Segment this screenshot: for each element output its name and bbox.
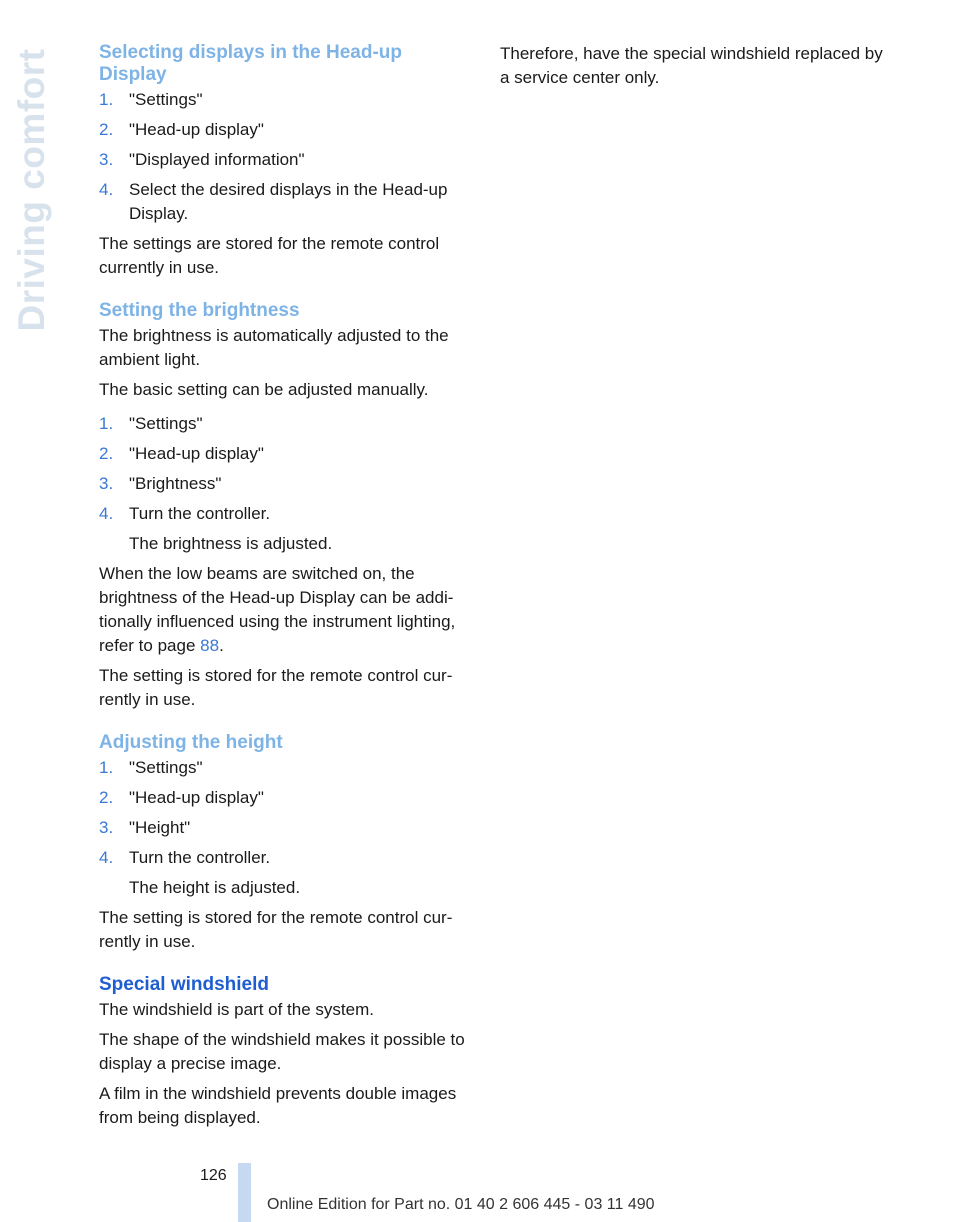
list-item: 1. "Settings" <box>99 412 474 436</box>
heading-setting-brightness: Setting the brightness <box>99 300 300 321</box>
step-result: The brightness is adjusted. <box>129 534 333 553</box>
left-column <box>99 42 474 1136</box>
step-number: 1. <box>99 758 114 777</box>
step-number: 1. <box>99 90 114 109</box>
list-item: 2. "Head-up display" <box>99 786 474 810</box>
list-item: 3. "Height" <box>99 816 474 840</box>
step-number: 4. <box>99 504 114 523</box>
list-item: 3. "Brightness" <box>99 472 474 496</box>
paragraph: The setting is stored for the remote control currently in use. <box>99 666 453 709</box>
right-column <box>500 42 885 96</box>
list-item: 1. "Settings" <box>99 88 474 112</box>
step-number: 2. <box>99 120 114 139</box>
chapter-title: Driving comfort <box>11 48 52 332</box>
page-reference-link[interactable]: 88 <box>200 636 220 655</box>
heading-selecting-displays: Selecting displays in the Head-up Display <box>99 42 403 85</box>
step-number: 3. <box>99 150 114 169</box>
step-number: 3. <box>99 818 114 837</box>
step-number: 4. <box>99 180 114 199</box>
chapter-side-tab <box>2 40 62 340</box>
list-item: 4. Turn the controller. The height is adjusted. <box>99 846 474 900</box>
paragraph: A film in the windshield prevents double images from being displayed. <box>99 1084 457 1127</box>
paragraph: The basic setting can be adjusted manually. <box>99 380 429 399</box>
heading-special-windshield: Special windshield <box>99 974 269 995</box>
steps-selecting-displays <box>99 88 474 226</box>
edition-note: Online Edition for Part no. 01 40 2 606 445 - 03 11 490 <box>267 1196 655 1213</box>
footer-accent-bar <box>238 1163 251 1222</box>
paragraph: The brightness is automatically adjusted to the ambient light. <box>99 326 449 369</box>
step-number: 1. <box>99 414 114 433</box>
heading-adjusting-height: Adjusting the height <box>99 732 283 753</box>
list-item: 3. "Displayed information" <box>99 148 474 172</box>
paragraph: The settings are stored for the remote control currently in use. <box>99 234 440 277</box>
step-number: 4. <box>99 848 114 867</box>
steps-height <box>99 756 474 900</box>
paragraph: Therefore, have the special windshield replaced by a service center only. <box>500 44 883 87</box>
step-number: 3. <box>99 474 114 493</box>
paragraph: The setting is stored for the remote control currently in use. <box>99 908 453 951</box>
list-item: 2. "Head-up display" <box>99 118 474 142</box>
steps-brightness <box>99 412 474 556</box>
paragraph: The windshield is part of the system. <box>99 1000 374 1019</box>
list-item: 1. "Settings" <box>99 756 474 780</box>
list-item: 4. Select the desired displays in the Head-up Display. <box>99 180 448 223</box>
paragraph: When the low beams are switched on, the brightness of the Head-up Display can be additionally influenced using the instrument lighting, refer to page 88. <box>99 564 456 655</box>
step-number: 2. <box>99 444 114 463</box>
step-number: 2. <box>99 788 114 807</box>
list-item: 4. Turn the controller. The brightness is adjusted. <box>99 502 474 556</box>
paragraph: The shape of the windshield makes it possible to display a precise image. <box>99 1030 465 1073</box>
list-item: 2. "Head-up display" <box>99 442 474 466</box>
step-result: The height is adjusted. <box>129 878 301 897</box>
page-number: 126 <box>200 1167 227 1184</box>
